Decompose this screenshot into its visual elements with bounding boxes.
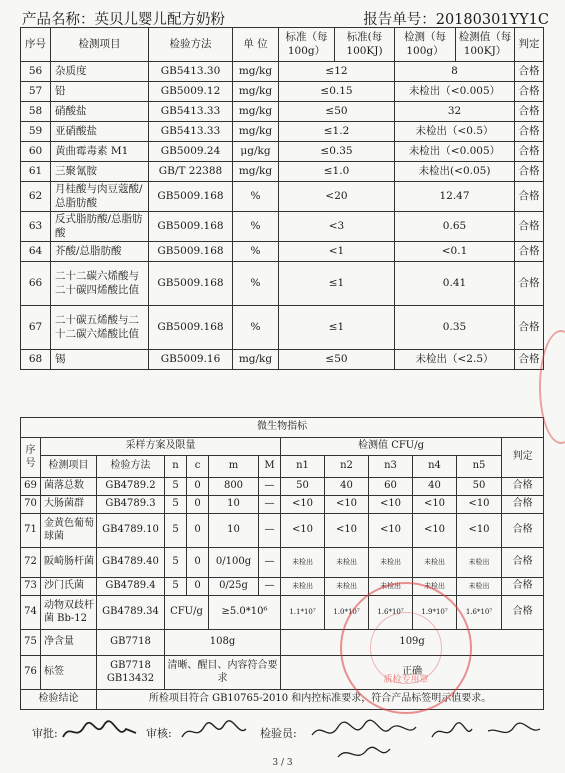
- row-value-v5: 50: [457, 478, 502, 496]
- conclusion-text: 所检项目符合 GB10765-2010 和内控标准要求，符合产品标签明示值要求。: [97, 690, 544, 710]
- row-method: GB4789.40: [97, 548, 165, 578]
- row-item: 芥酸/总脂肪酸: [51, 242, 149, 262]
- row-item: 二十碳五烯酸与二十二碳六烯酸比值: [51, 306, 149, 350]
- row-item: 二十二碳六烯酸与二十碳四烯酸比值: [51, 262, 149, 306]
- row-judgement: 合格: [515, 262, 544, 306]
- row-m: 0/100g: [209, 548, 259, 578]
- col-item: 检测项目: [51, 28, 149, 62]
- row-judgement: 合格: [515, 62, 544, 82]
- table-row: [21, 478, 544, 496]
- row-judgement: 合格: [515, 350, 544, 370]
- row-value-v2: 未检出: [325, 548, 369, 578]
- row-value-v3: 未检出: [369, 548, 413, 578]
- table-row: [21, 212, 544, 242]
- row-c: 0: [187, 514, 209, 548]
- microbial-results-table: [20, 417, 544, 710]
- microbial-title: 微生物指标: [21, 418, 544, 438]
- t2-col-n3: n3: [369, 456, 413, 478]
- row-item: 亚硝酸盐: [51, 122, 149, 142]
- row-no: 59: [21, 122, 51, 142]
- row-result: 未检出(<0.05): [395, 162, 515, 182]
- row-method: GB5009.168: [149, 212, 233, 242]
- t2-col-m: m: [209, 456, 259, 478]
- row-standard: <1: [279, 242, 395, 262]
- row-standard: ≥5.0*10⁶: [209, 596, 281, 630]
- row-value-v2: <10: [325, 496, 369, 514]
- row-M: —: [259, 548, 281, 578]
- row-n: 5: [165, 478, 187, 496]
- table-row: [21, 548, 544, 578]
- row-c: 0: [187, 496, 209, 514]
- row-judgement: 合格: [515, 102, 544, 122]
- row-no: 68: [21, 350, 51, 370]
- row-no: 76: [21, 656, 41, 690]
- row-m: 0/25g: [209, 578, 259, 596]
- t2-col-M: M: [259, 456, 281, 478]
- row-n: 5: [165, 548, 187, 578]
- row-standard: ≤50: [279, 102, 395, 122]
- row-result: 32: [395, 102, 515, 122]
- row-n: 5: [165, 496, 187, 514]
- row-standard: 清晰、醒目、内容符合要求: [165, 656, 281, 690]
- row-standard: ≤12: [279, 62, 395, 82]
- row-standard: ≤1.2: [279, 122, 395, 142]
- table1-header-row: [21, 28, 544, 62]
- row-value-v3: <10: [369, 514, 413, 548]
- row-judgement: 合格: [515, 182, 544, 212]
- row-m: 10: [209, 496, 259, 514]
- row-standard: 108g: [165, 630, 281, 656]
- table-row: [21, 262, 544, 306]
- row-no: 71: [21, 514, 41, 548]
- row-value-v2: 40: [325, 478, 369, 496]
- row-no: 58: [21, 102, 51, 122]
- row-no: 66: [21, 262, 51, 306]
- table-row: [21, 350, 544, 370]
- row-method: GB/T 22388: [149, 162, 233, 182]
- row-judgement: 合格: [515, 142, 544, 162]
- row-no: 67: [21, 306, 51, 350]
- row-value-v1: <10: [281, 514, 325, 548]
- row-item: 沙门氏菌: [41, 578, 97, 596]
- table-row: [21, 182, 544, 212]
- row-method: GB5009.12: [149, 82, 233, 102]
- row-unit: mg/kg: [233, 162, 279, 182]
- row-item: 阪崎肠杆菌: [41, 548, 97, 578]
- row-value-v1: 未检出: [281, 548, 325, 578]
- conclusion-row: [21, 690, 544, 710]
- plan-header: 采样方案及限量: [41, 438, 281, 456]
- page-number: 3 / 3: [272, 758, 293, 768]
- row-c: 0: [187, 578, 209, 596]
- row-item: 锡: [51, 350, 149, 370]
- col-std-100g: 标准（每100g）: [279, 28, 335, 62]
- row-method: GB5413.30: [149, 62, 233, 82]
- row-standard: <3: [279, 212, 395, 242]
- row-item: 大肠菌群: [41, 496, 97, 514]
- row-judgement: 合格: [502, 514, 544, 548]
- row-no: 70: [21, 496, 41, 514]
- row-result: 12.47: [395, 182, 515, 212]
- report-number: 报告单号：20180301YY1C: [363, 12, 549, 28]
- row-method: GB5009.168: [149, 242, 233, 262]
- review-label: 审核:: [146, 727, 172, 740]
- t2-col-n1: n1: [281, 456, 325, 478]
- row-M: —: [259, 496, 281, 514]
- table-row: [21, 122, 544, 142]
- table-row: [21, 630, 544, 656]
- row-item: 杂质度: [51, 62, 149, 82]
- row-item: 标签: [41, 656, 97, 690]
- row-judgement: 合格: [515, 122, 544, 142]
- product-name: 产品名称：英贝儿婴儿配方奶粉: [22, 12, 225, 28]
- row-M: —: [259, 578, 281, 596]
- conclusion-label: 检验结论: [21, 690, 97, 710]
- row-value-v4: <10: [413, 514, 457, 548]
- row-value-v4: 未检出: [413, 548, 457, 578]
- row-judgement: 合格: [515, 242, 544, 262]
- row-standard: ≤1.0: [279, 162, 395, 182]
- t2-col-n: n: [165, 456, 187, 478]
- row-item: 硝酸盐: [51, 102, 149, 122]
- row-m: 800: [209, 478, 259, 496]
- row-result: 0.65: [395, 212, 515, 242]
- row-result: <0.1: [395, 242, 515, 262]
- row-result: 8: [395, 62, 515, 82]
- approver-signature: [60, 719, 140, 745]
- row-n: 5: [165, 514, 187, 548]
- row-item: 三聚氰胺: [51, 162, 149, 182]
- row-result: 未检出（<0.5）: [395, 122, 515, 142]
- col-unit: 单 位: [233, 28, 279, 62]
- row-method: GB5009.168: [149, 182, 233, 212]
- row-method: GB5009.16: [149, 350, 233, 370]
- row-item: 菌落总数: [41, 478, 97, 496]
- table-row: [21, 82, 544, 102]
- row-unit: mg/kg: [233, 102, 279, 122]
- chemical-results-table: [20, 27, 544, 370]
- row-no: 69: [21, 478, 41, 496]
- row-value-v5: 未检出: [457, 548, 502, 578]
- row-value-v2: <10: [325, 514, 369, 548]
- col-std-100kj: 标准(每100KJ): [335, 28, 395, 62]
- row-method: GB4789.34: [97, 596, 165, 630]
- row-no: 64: [21, 242, 51, 262]
- row-unit: mg/kg: [233, 122, 279, 142]
- row-standard: ≤1: [279, 306, 395, 350]
- t2-col-method: 检验方法: [97, 456, 165, 478]
- row-standard: ≤1: [279, 262, 395, 306]
- row-no: 72: [21, 548, 41, 578]
- row-no: 74: [21, 596, 41, 630]
- row-value-v4: 40: [413, 478, 457, 496]
- row-no: 63: [21, 212, 51, 242]
- row-standard: ≤0.35: [279, 142, 395, 162]
- table-row: [21, 306, 544, 350]
- row-no: 73: [21, 578, 41, 596]
- row-m: 10: [209, 514, 259, 548]
- table-row: [21, 162, 544, 182]
- row-c: 0: [187, 548, 209, 578]
- row-unit: mg/kg: [233, 350, 279, 370]
- row-value-v4: 1.9*10⁷: [413, 596, 457, 630]
- row-unit: μg/kg: [233, 142, 279, 162]
- row-no: 75: [21, 630, 41, 656]
- row-value-v3: 1.6*10⁷: [369, 596, 413, 630]
- row-item: 金黄色葡萄球菌: [41, 514, 97, 548]
- row-value-v5: 未检出: [457, 578, 502, 596]
- row-result: 正确: [281, 656, 544, 690]
- row-standard: ≤0.15: [279, 82, 395, 102]
- row-no: 61: [21, 162, 51, 182]
- row-c: 0: [187, 478, 209, 496]
- row-method: GB4789.4: [97, 578, 165, 596]
- row-judgement: 合格: [515, 212, 544, 242]
- col-no: 序号: [21, 28, 51, 62]
- t2-col-n2: n2: [325, 456, 369, 478]
- row-result: 未检出（<0.005）: [395, 82, 515, 102]
- row-item: 反式脂肪酸/总脂肪酸: [51, 212, 149, 242]
- row-result: 未检出（<0.005）: [395, 142, 515, 162]
- row-judgement: 合格: [515, 306, 544, 350]
- t2-col-n5: n5: [457, 456, 502, 478]
- t2-col-item: 检测项目: [41, 456, 97, 478]
- row-result: 0.35: [395, 306, 515, 350]
- row-value-v3: 未检出: [369, 578, 413, 596]
- row-value-v5: <10: [457, 514, 502, 548]
- row-value-v4: <10: [413, 496, 457, 514]
- row-value-v1: 50: [281, 478, 325, 496]
- table-row: [21, 578, 544, 596]
- row-value-v3: 60: [369, 478, 413, 496]
- row-M: —: [259, 478, 281, 496]
- row-item: 月桂酸与肉豆蔻酸/总脂肪酸: [51, 182, 149, 212]
- table-row: [21, 514, 544, 548]
- row-judgement: 合格: [515, 162, 544, 182]
- row-item: 铅: [51, 82, 149, 102]
- row-method: GB4789.3: [97, 496, 165, 514]
- row-method: GB4789.2: [97, 478, 165, 496]
- row-judgement: 合格: [502, 596, 544, 630]
- col-judge: 判定: [515, 28, 544, 62]
- row-no: 57: [21, 82, 51, 102]
- row-value-v5: <10: [457, 496, 502, 514]
- row-judgement: 合格: [502, 478, 544, 496]
- table-row: [21, 242, 544, 262]
- col-res-100kj: 检测值（每100KJ）: [456, 28, 515, 62]
- row-unit: %: [233, 212, 279, 242]
- row-unit: CFU/g: [165, 596, 209, 630]
- row-method: GB5413.33: [149, 102, 233, 122]
- row-method: [97, 656, 165, 690]
- method-line: GB13432: [106, 672, 155, 684]
- row-value-v2: 未检出: [325, 578, 369, 596]
- row-value-v5: 1.6*10⁷: [457, 596, 502, 630]
- row-method: GB5009.24: [149, 142, 233, 162]
- row-unit: %: [233, 306, 279, 350]
- row-result: 109g: [281, 630, 544, 656]
- t2-col-judge: 判定: [502, 438, 544, 478]
- row-value-v1: 未检出: [281, 578, 325, 596]
- row-result: 0.41: [395, 262, 515, 306]
- t2-col-n4: n4: [413, 456, 457, 478]
- reviewer-signature: [178, 717, 250, 745]
- row-value-v4: 未检出: [413, 578, 457, 596]
- row-M: —: [259, 514, 281, 548]
- row-no: 60: [21, 142, 51, 162]
- row-judgement: 合格: [502, 578, 544, 596]
- row-value-v3: <10: [369, 496, 413, 514]
- row-unit: mg/kg: [233, 62, 279, 82]
- row-value-v1: 1.1*10⁷: [281, 596, 325, 630]
- row-method: GB4789.10: [97, 514, 165, 548]
- row-standard: <20: [279, 182, 395, 212]
- seal-text: 质检专用章: [383, 675, 429, 685]
- row-value-v2: 1.0*10⁷: [325, 596, 369, 630]
- table-row: [21, 496, 544, 514]
- report-header: [14, 4, 551, 26]
- row-item: 动物双歧杆菌 Bb-12: [41, 596, 97, 630]
- row-judgement: 合格: [502, 548, 544, 578]
- table-row: [21, 62, 544, 82]
- row-method: GB5009.168: [149, 306, 233, 350]
- t2-col-no: 序号: [21, 438, 41, 478]
- row-n: 5: [165, 578, 187, 596]
- method-line: GB7718: [110, 660, 151, 671]
- row-result: 未检出（<2.5）: [395, 350, 515, 370]
- row-unit: mg/kg: [233, 82, 279, 102]
- table-row: [21, 656, 544, 690]
- row-judgement: 合格: [502, 496, 544, 514]
- t2-col-c: c: [187, 456, 209, 478]
- row-standard: ≤50: [279, 350, 395, 370]
- row-judgement: 合格: [515, 82, 544, 102]
- row-value-v1: <10: [281, 496, 325, 514]
- row-method: GB7718: [97, 630, 165, 656]
- row-no: 56: [21, 62, 51, 82]
- row-method: GB5009.168: [149, 262, 233, 306]
- row-method: GB5413.33: [149, 122, 233, 142]
- col-res-100g: 检测（每100g）: [395, 28, 456, 62]
- row-unit: %: [233, 262, 279, 306]
- row-no: 62: [21, 182, 51, 212]
- table-row: [21, 102, 544, 122]
- table-row: [21, 596, 544, 630]
- row-unit: %: [233, 182, 279, 212]
- inspector-label: 检验员:: [260, 727, 297, 740]
- col-method: 检验方法: [149, 28, 233, 62]
- table-row: [21, 142, 544, 162]
- row-unit: %: [233, 242, 279, 262]
- values-header: 检测值 CFU/g: [281, 438, 502, 456]
- approve-label: 审批:: [32, 727, 58, 740]
- row-item: 黄曲霉毒素 M1: [51, 142, 149, 162]
- row-item: 净含量: [41, 630, 97, 656]
